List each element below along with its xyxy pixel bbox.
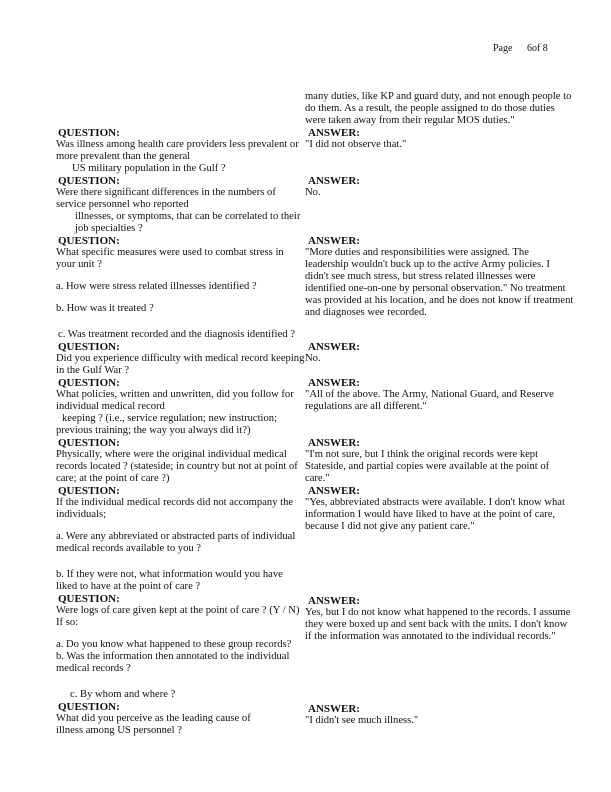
answer-label: ANSWER: xyxy=(308,703,360,715)
page-label: Page xyxy=(493,43,513,54)
answer-label: ANSWER: xyxy=(308,485,360,497)
qa-item xyxy=(56,341,586,377)
question-cont: US military population in the Gulf ? xyxy=(72,163,226,174)
qa-item xyxy=(56,437,586,485)
question-label: QUESTION: xyxy=(58,485,120,497)
question-text: What did you perceive as the leading cause of illness among US personnel ? xyxy=(56,713,251,736)
question-line: Were there significant differences in the numbers of service personnel who reported xyxy=(56,187,276,210)
qa-item xyxy=(56,377,586,437)
answer-label: ANSWER: xyxy=(308,235,360,247)
question-text: Did you experience difficulty with medical record keeping in the Gulf War ? xyxy=(56,353,305,376)
answer-text: "All of the above. The Army, National Guard, and Reserve regulations are all different." xyxy=(305,389,554,412)
question-text: Physically, where were the original individual medical records located ? (stateside; in country but not at point of care; at the point of care ?) xyxy=(56,449,298,484)
answer-label: ANSWER: xyxy=(308,127,360,139)
answer-text: No. xyxy=(305,187,321,198)
question-label: QUESTION: xyxy=(58,701,120,713)
answer-text: "I didn't see much illness." xyxy=(305,715,419,726)
question-text: Were logs of care given kept at the point of care ? (Y / N) If so: xyxy=(56,605,300,628)
answer-text: "More duties and responsibilities were assigned. The leadership wouldn't buck up to the active Army policies. I didn't see much stress, but stress related illnesses were identified one-on-one by personal observation." No treatment was provided at his location, and he does not know if treatment and diagnoses wee recorded. xyxy=(305,247,574,318)
question-text: What specific measures were used to combat stress in your unit ? xyxy=(56,247,284,270)
answer-label: ANSWER: xyxy=(308,437,360,449)
question-sub-a: a. How were stress related illnesses identified ? xyxy=(56,281,257,292)
question-line: What policies, written and unwritten, did you follow for individual medical record xyxy=(56,389,294,412)
qa-document xyxy=(56,91,586,737)
answer-label: ANSWER: xyxy=(308,341,360,353)
question-sub-a: a. Do you know what happened to these group records? xyxy=(56,639,292,650)
question-sub-a: a. Were any abbreviated or abstracted parts of individual medical records available to you ? xyxy=(56,531,296,554)
question-sub-b: b. How was it treated ? xyxy=(56,303,154,314)
continued-row xyxy=(56,91,586,127)
qa-item xyxy=(56,235,586,341)
answer-text: No. xyxy=(305,353,321,364)
qa-item xyxy=(56,701,586,737)
question-label: QUESTION: xyxy=(58,377,120,389)
qa-item xyxy=(56,175,586,235)
question-cont: illnesses, or symptoms, that can be correlated to their job specialties ? xyxy=(75,211,301,234)
qa-item xyxy=(56,127,586,175)
answer-text: "Yes, abbreviated abstracts were available. I don't know what information I would have liked to have at the point of care, because I did not give any patient care." xyxy=(305,497,565,532)
answer-label: ANSWER: xyxy=(308,377,360,389)
question-label: QUESTION: xyxy=(58,127,120,139)
question-label: QUESTION: xyxy=(58,437,120,449)
answer-label: ANSWER: xyxy=(308,175,360,187)
question-sub-c: c. Was treatment recorded and the diagnosis identified ? xyxy=(58,329,295,340)
question-sub-b: b. If they were not, what information would you have liked to have at the point of care ? xyxy=(56,569,283,592)
page-number: 6of 8 xyxy=(526,43,548,54)
question-sub-c: c. By whom and where ? xyxy=(70,689,176,700)
question-text: If the individual medical records did not accompany the individuals; xyxy=(56,497,294,520)
question-label: QUESTION: xyxy=(58,175,120,187)
question-line: Was illness among health care providers less prevalent or more prevalent than the general xyxy=(56,139,299,162)
answer-text: Yes, but I do not know what happened to the records. I assume they were boxed up and sent back with the units. I don't know if the information was annotated to the individual records." xyxy=(305,607,571,642)
question-cont: keeping ? (i.e., service regulation; new instruction; previous training; the way you always did it?) xyxy=(56,413,278,436)
answer-text: "I did not observe that." xyxy=(305,139,407,150)
qa-item xyxy=(56,485,586,593)
question-label: QUESTION: xyxy=(58,341,120,353)
question-sub-b: b. Was the information then annotated to the individual medical records ? xyxy=(56,651,290,674)
question-label: QUESTION: xyxy=(58,235,120,247)
answer-label: ANSWER: xyxy=(308,595,360,607)
qa-item xyxy=(56,593,586,701)
answer-text: "I'm not sure, but I think the original records were kept Stateside, and partial copies were available at the point of care." xyxy=(305,449,550,484)
continued-answer: many duties, like KP and guard duty, and not enough people to do them. As a result, the people assigned to do those duties were taken away from their regular MOS duties." xyxy=(305,91,572,126)
page-header xyxy=(493,43,548,55)
question-label: QUESTION: xyxy=(58,593,120,605)
